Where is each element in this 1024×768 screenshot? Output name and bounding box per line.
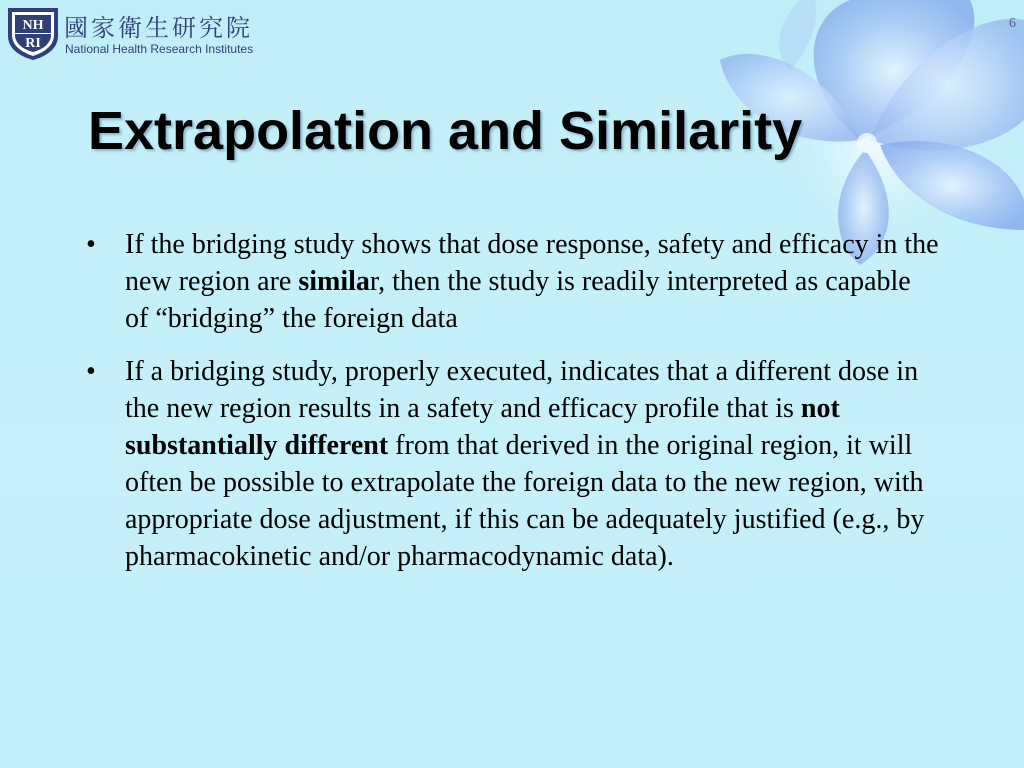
svg-text:RI: RI xyxy=(25,36,41,51)
nhri-emblem-icon xyxy=(4,4,62,62)
bullet-bold-text: not substantially different xyxy=(125,393,840,461)
bullet-item xyxy=(80,353,940,575)
bullet-text: If a bridging study, properly executed, indicates that a different dose in the new region results in a safety and efficacy profile that is xyxy=(125,356,919,424)
bullet-list xyxy=(80,226,940,575)
svg-text:NH: NH xyxy=(22,18,44,33)
bullet-text: r, then the study is readily interpreted as capable of “bridging” the foreign data xyxy=(125,266,911,334)
bullet-bold-text: simila xyxy=(298,266,370,297)
slide-title: Extrapolation and Similarity xyxy=(88,101,803,161)
logo-english-name: National Health Research Institutes xyxy=(65,42,254,56)
bullet-marker: • xyxy=(86,356,96,387)
logo-chinese-name: 國家衛生研究院 xyxy=(64,14,253,42)
bullet-text: If the bridging study shows that dose response, safety and efficacy in the new region are xyxy=(125,229,939,297)
page-number: 6 xyxy=(1009,16,1016,31)
bullet-text: from that derived in the original region, it will often be possible to extrapolate the foreign data to the new region, with appropriate dose adjustment, if this can be adequately justified (e.g., by pharmacokinetic and/or pharmacodynamic data). xyxy=(125,430,925,572)
bullet-marker: • xyxy=(86,229,96,260)
nhri-logo xyxy=(4,4,284,66)
bullet-item xyxy=(80,226,940,337)
